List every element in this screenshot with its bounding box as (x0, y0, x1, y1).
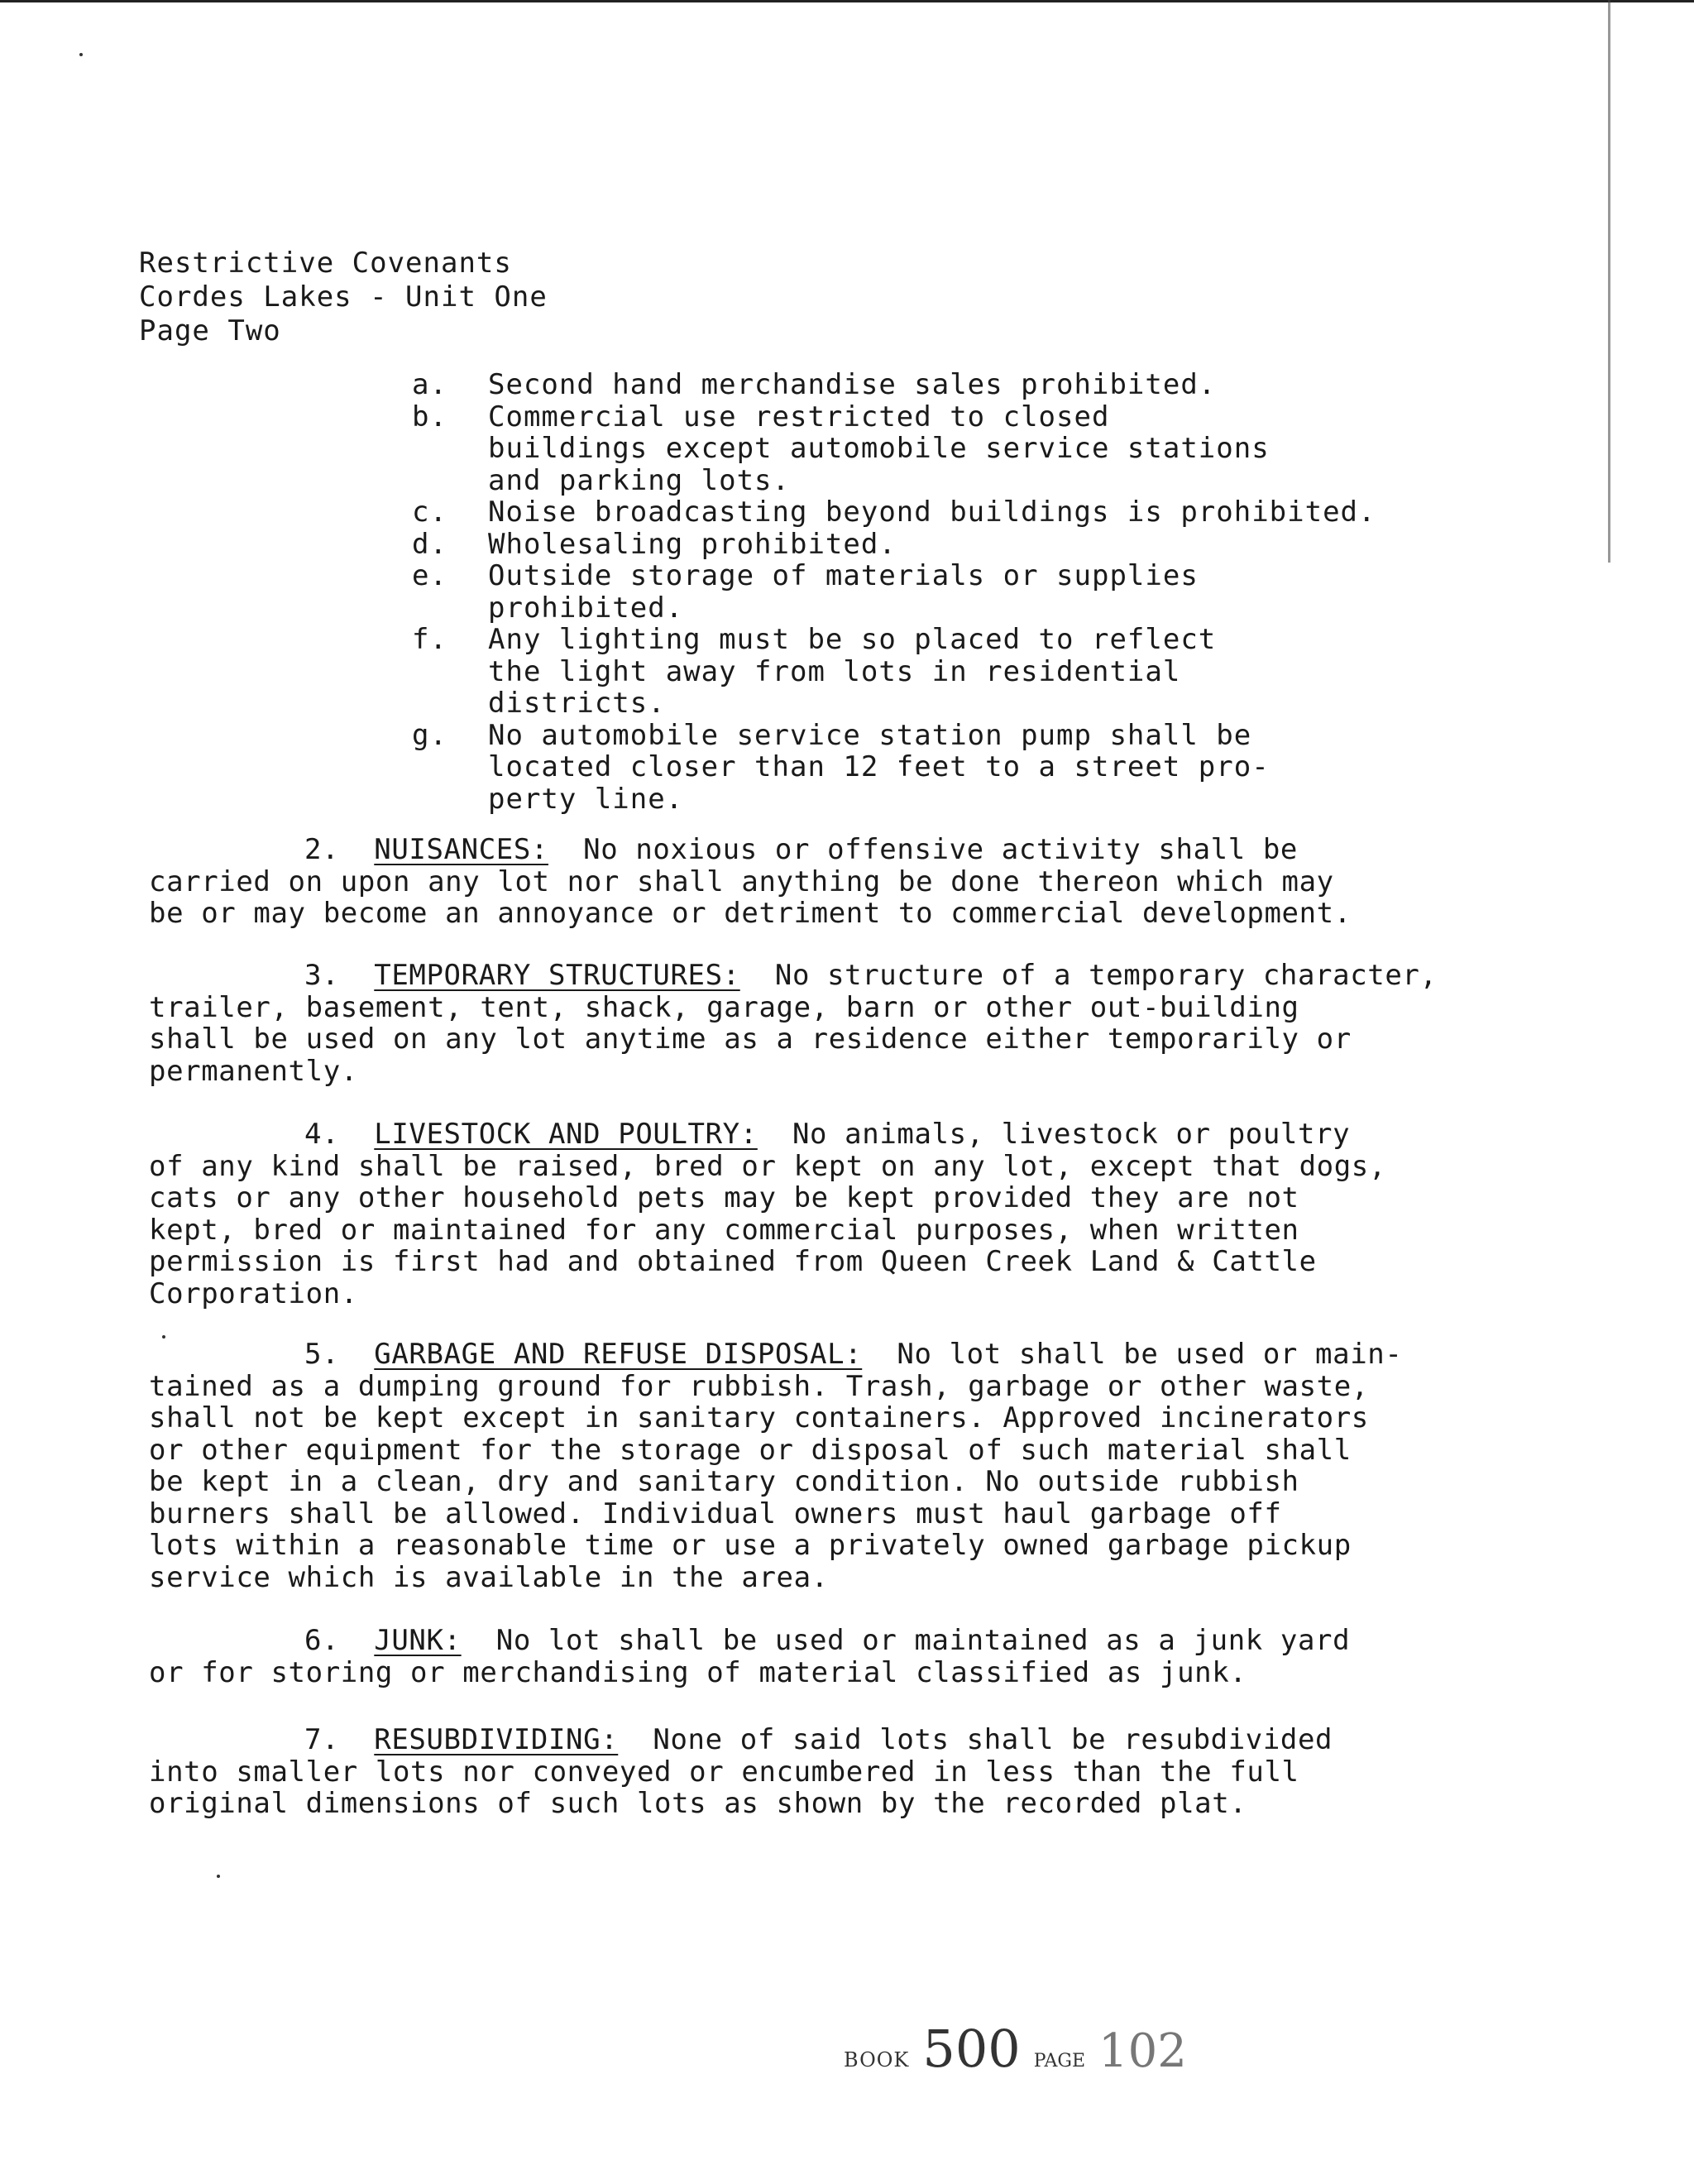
section-line: shall be used on any lot anytime as a residence either temporarily or (149, 1023, 1352, 1056)
section-title: GARBAGE AND REFUSE DISPOSAL: (374, 1338, 863, 1371)
section-line: permission is first had and obtained from Queen Creek Land & Cattle (149, 1245, 1317, 1278)
section-line: be kept in a clean, dry and sanitary condition. No outside rubbish (149, 1465, 1299, 1498)
section-junk (149, 1625, 1572, 1688)
list-item-letter: b. (412, 400, 447, 433)
list-item-letter: g. (412, 718, 447, 752)
section-line: trailer, basement, tent, shack, garage, barn or other out-building (149, 990, 1299, 1024)
recording-stamp (844, 2019, 1187, 2079)
section-resubdividing (149, 1724, 1572, 1820)
section-number: 6. (304, 1624, 340, 1657)
header-subdivision: Cordes Lakes - Unit One (139, 280, 548, 314)
section-line: No noxious or offensive activity shall be (583, 833, 1298, 866)
section-title: TEMPORARY STRUCTURES: (374, 959, 740, 992)
section-line: carried on upon any lot nor shall anything be done thereon which may (149, 864, 1334, 898)
section-line: Corporation. (149, 1276, 358, 1310)
scan-top-edge (0, 0, 1694, 2)
section-line: cats or any other household pets may be kept provided they are not (149, 1181, 1299, 1214)
list-item (412, 720, 1563, 816)
section-line: into smaller lots nor conveyed or encumbered in less than the full (149, 1755, 1299, 1789)
section-line: lots within a reasonable time or use a privately owned garbage pickup (149, 1529, 1352, 1562)
list-item-text: Commercial use restricted to closed buildings except automobile service stations and parking lots. (488, 400, 1270, 497)
section-number: 4. (304, 1118, 340, 1151)
list-item-text: Noise broadcasting beyond buildings is prohibited. (488, 496, 1376, 529)
section-line: No lot shall be used or maintained as a junk yard (495, 1624, 1351, 1657)
section-line: shall not be kept except in sanitary containers. Approved incinerators (149, 1401, 1369, 1434)
book-number: 500 (922, 2019, 1021, 2079)
section-line: kept, bred or maintained for any commercial purposes, when written (149, 1213, 1299, 1247)
section-line: No lot shall be used or main- (897, 1338, 1403, 1371)
list-item-text: Any lighting must be so placed to reflect the light away from lots in residential districts. (488, 623, 1217, 720)
document-header (139, 247, 548, 348)
section-garbage-disposal (149, 1339, 1572, 1593)
section-number: 2. (304, 833, 340, 866)
section-number: 3. (304, 959, 340, 992)
list-item (412, 496, 1563, 529)
list-item (412, 529, 1563, 561)
list-item-letter: f. (412, 623, 447, 656)
section-temporary-structures (149, 960, 1572, 1087)
section-line: original dimensions of such lots as shown by the recorded plat. (149, 1787, 1247, 1820)
section-line: No animals, livestock or poultry (792, 1118, 1351, 1151)
list-item (412, 560, 1563, 624)
list-item-letter: d. (412, 527, 447, 561)
section-line: No structure of a temporary character, (774, 959, 1438, 992)
list-item-text: Wholesaling prohibited. (488, 527, 897, 561)
list-item-letter: a. (412, 368, 447, 401)
header-page: Page Two (139, 314, 281, 347)
section-line: burners shall be allowed. Individual owners must haul garbage off (149, 1497, 1282, 1530)
section-line: service which is available in the area. (149, 1560, 829, 1594)
page-label: PAGE (1033, 2051, 1086, 2071)
list-item (412, 369, 1563, 401)
section-livestock-and-poultry (149, 1118, 1572, 1310)
list-item-letter: c. (412, 496, 447, 529)
section-line: or for storing or merchandising of material classified as junk. (149, 1655, 1247, 1689)
book-label: BOOK (844, 2048, 910, 2071)
list-item-letter: e. (412, 559, 447, 592)
scan-speck (79, 53, 83, 56)
list-item-text: Outside storage of materials or supplies prohibited. (488, 559, 1199, 625)
commercial-restrictions-list (412, 369, 1563, 815)
section-line: permanently. (149, 1054, 358, 1088)
list-item-text: Second hand merchandise sales prohibited. (488, 368, 1217, 401)
section-line: of any kind shall be raised, bred or kept on any lot, except that dogs, (149, 1149, 1386, 1183)
list-item (412, 624, 1563, 720)
list-item (412, 401, 1563, 497)
section-title: LIVESTOCK AND POULTRY: (374, 1118, 758, 1151)
section-number: 5. (304, 1338, 340, 1371)
scan-right-edge (1608, 0, 1610, 563)
section-number: 7. (304, 1723, 340, 1756)
header-title: Restrictive Covenants (139, 247, 512, 280)
page-number: 102 (1098, 2024, 1187, 2078)
section-nuisances (149, 834, 1572, 930)
section-line: None of said lots shall be resubdivided (653, 1723, 1333, 1756)
section-line: be or may become an annoyance or detriment to commercial development. (149, 897, 1352, 930)
section-title: JUNK: (374, 1624, 462, 1657)
list-item-text: No automobile service station pump shall be located closer than 12 feet to a street pro- perty line. (488, 718, 1270, 816)
section-line: or other equipment for the storage or disposal of such material shall (149, 1433, 1352, 1467)
section-title: RESUBDIVIDING: (374, 1723, 619, 1756)
scan-speck (217, 1875, 220, 1878)
section-line: tained as a dumping ground for rubbish. Trash, garbage or other waste, (149, 1369, 1369, 1403)
section-title: NUISANCES: (374, 833, 548, 866)
